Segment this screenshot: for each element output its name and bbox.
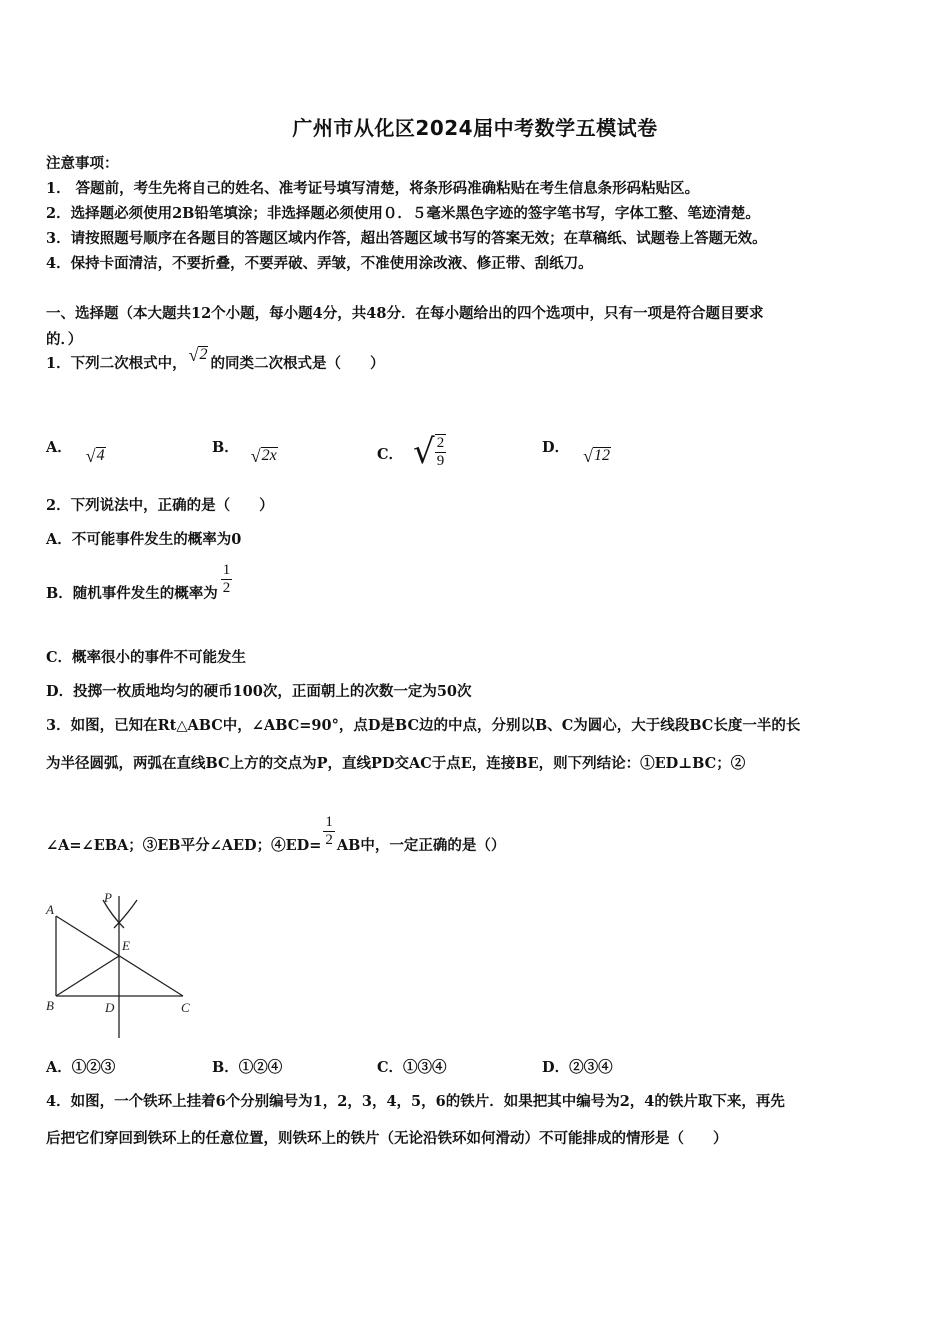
question-3-line3	[46, 814, 506, 854]
q3-option-b[interactable]: B．①②④	[212, 1059, 283, 1076]
q1-option-a-label: A．	[46, 439, 72, 456]
q1-option-c[interactable]	[377, 431, 446, 472]
q2-option-a[interactable]: A．不可能事件发生的概率为0	[46, 531, 242, 548]
question-3-line2: 为半径圆弧，两弧在直线BC上方的交点为P，直线PD交AC于点E，连接BE，则下列结论：①ED⊥BC；②	[46, 755, 746, 772]
q3-line3-after: AB中，一定正确的是（）	[336, 836, 506, 854]
q1-sqrt-expression: √ 2	[188, 344, 208, 365]
label-a: A	[46, 902, 54, 917]
q1-option-b[interactable]	[212, 436, 278, 466]
q1-option-c-radical-sign: √	[413, 431, 435, 472]
q3-option-d[interactable]: D．②③④	[542, 1059, 613, 1076]
q1-option-c-den: 9	[436, 452, 445, 469]
q3-fraction	[323, 814, 335, 848]
q2-option-b[interactable]	[46, 562, 232, 602]
q2-option-b-text: B．随机事件发生的概率为	[46, 584, 218, 602]
q1-option-a-radicand: 4	[96, 447, 105, 465]
q2-option-b-den: 2	[222, 579, 231, 596]
q1-stem-before: 1．下列二次根式中，	[46, 355, 187, 372]
notice-item-3: 3．请按照题号顺序在各题目的答题区域内作答，超出答题区域书写的答案无效；在草稿纸、试题卷上答题无效。	[46, 230, 767, 247]
q1-option-c-sqrt	[413, 431, 446, 472]
q3-frac-num: 1	[325, 814, 333, 830]
label-d: D	[105, 1000, 115, 1015]
q1-option-c-num: 2	[436, 435, 445, 451]
q1-option-c-label: C．	[377, 446, 404, 463]
notice-heading: 注意事项：	[46, 155, 119, 172]
q1-option-d-radicand: 12	[593, 447, 610, 465]
q1-option-c-fraction	[435, 434, 447, 469]
question-4-line2: 后把它们穿回到铁环上的任意位置，则铁环上的铁片（无论沿铁环如何滑动）不可能排成的情形是（ ）	[46, 1130, 728, 1147]
q2-option-b-num: 1	[222, 562, 231, 578]
q3-option-a[interactable]: A．①②③	[46, 1059, 116, 1076]
segment-be	[56, 956, 119, 996]
label-c: C	[181, 1000, 190, 1015]
section-heading-line2: 的．）	[46, 331, 83, 348]
question-2-stem: 2．下列说法中，正确的是（ ）	[46, 497, 274, 514]
question-4-line1: 4．如图，一个铁环上挂着6个分别编号为1，2，3，4，5，6的铁片．如果把其中编号为2，4的铁片取下来，再先	[46, 1093, 785, 1110]
q2-option-d[interactable]: D．投掷一枚质地均匀的硬币100次，正面朝上的次数一定为50次	[46, 683, 472, 700]
q1-option-b-label: B．	[212, 439, 239, 456]
label-e: E	[122, 938, 130, 953]
q1-option-b-radicand: 2x	[261, 447, 277, 465]
q1-radicand: 2	[199, 345, 208, 363]
q2-option-b-fraction	[221, 562, 233, 596]
q1-option-d-label: D．	[542, 439, 570, 456]
q1-option-d[interactable]	[542, 436, 611, 466]
label-b: B	[46, 998, 54, 1013]
q1-option-a-sqrt: √ 4	[85, 446, 105, 466]
q1-option-d-sqrt: √ 12	[583, 446, 610, 466]
q3-frac-den: 2	[325, 831, 333, 848]
q3-geometry-figure	[40, 888, 210, 1048]
question-1-stem	[46, 344, 385, 373]
page-title: 广州市从化区2024届中考数学五模试卷	[292, 116, 658, 140]
label-p: P	[104, 890, 112, 905]
question-3-line1: 3．如图，已知在Rt△ABC中，∠ABC=90°，点D是BC边的中点，分别以B、C为圆心，大于线段BC长度一半的长	[46, 717, 801, 734]
q1-option-a[interactable]	[46, 436, 106, 466]
section-heading-line1: 一、选择题（本大题共12个小题，每小题4分，共48分．在每小题给出的四个选项中，只有一项是符合题目要求	[46, 305, 764, 322]
notice-item-4: 4．保持卡面清洁，不要折叠，不要弄破、弄皱，不准使用涂改液、修正带、刮纸刀。	[46, 255, 593, 272]
arc-from-b	[114, 900, 137, 928]
q3-line3-before: ∠A=∠EBA；③EB平分∠AED；④ED=	[46, 836, 322, 854]
notice-item-2: 2．选择题必须使用2B铅笔填涂；非选择题必须使用０．５毫米黑色字迹的签字笔书写，字体工整、笔迹清楚。	[46, 205, 760, 222]
q2-option-c[interactable]: C．概率很小的事件不可能发生	[46, 649, 247, 666]
notice-item-1: 1． 答题前，考生先将自己的姓名、准考证号填写清楚，将条形码准确粘贴在考生信息条形码粘贴区。	[46, 180, 700, 197]
q1-stem-after: 的同类二次根式是（ ）	[210, 355, 385, 372]
q3-option-c[interactable]: C．①③④	[377, 1059, 447, 1076]
q1-option-b-sqrt: √ 2x	[250, 446, 277, 466]
